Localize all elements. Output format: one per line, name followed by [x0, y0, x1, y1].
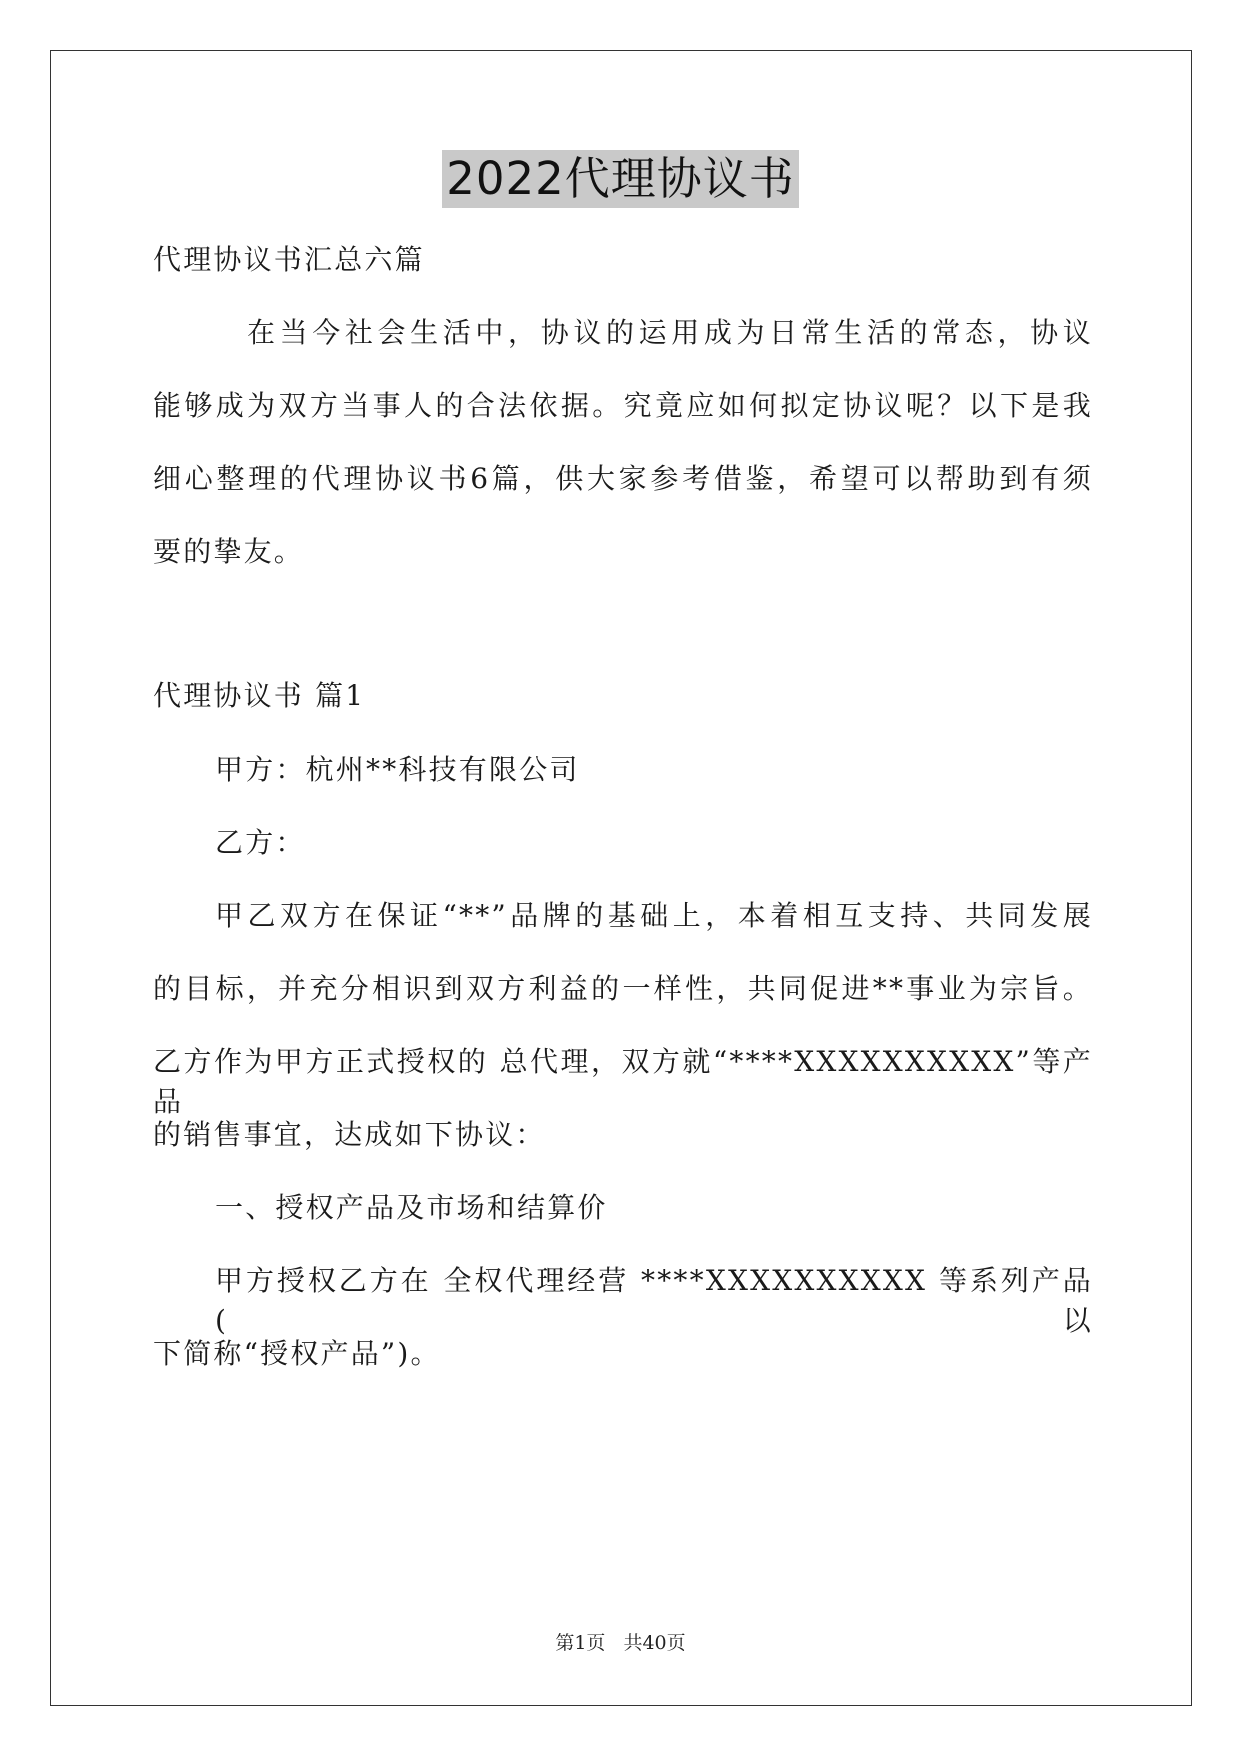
page-footer	[0, 1630, 1241, 1656]
clause-line-2: 下简称“授权产品”)。	[153, 1337, 441, 1370]
intro-line-2: 能够成为双方当事人的合法依据。究竟应如何拟定协议呢？以下是我	[153, 389, 1093, 422]
clause-line-1: 甲方授权乙方在 全权代理经营 ****XXXXXXXXXX 等系列产品(以	[215, 1264, 1093, 1337]
body-line-3: 乙方作为甲方正式授权的 总代理，双方就“****XXXXXXXXXX”等产品	[153, 1045, 1093, 1118]
document-title: 2022代理协议书	[442, 150, 799, 208]
document-subtitle: 代理协议书汇总六篇	[153, 243, 425, 276]
section-heading: 代理协议书 篇1	[153, 679, 366, 712]
intro-line-4: 要的挚友。	[153, 535, 305, 568]
clause-heading: 一、授权产品及市场和结算价	[215, 1191, 608, 1224]
body-line-2: 的目标，并充分相识到双方利益的一样性，共同促进**事业为宗旨。	[153, 972, 1093, 1005]
body-line-1: 甲乙双方在保证“**”品牌的基础上，本着相互支持、共同发展	[215, 899, 1093, 932]
title-container	[0, 150, 1241, 208]
page-number: 第1页	[555, 1632, 606, 1654]
party-b: 乙方：	[215, 826, 306, 859]
body-line-4: 的销售事宜，达成如下协议：	[153, 1118, 546, 1151]
page-border	[50, 50, 1192, 1706]
page-total: 共40页	[623, 1632, 686, 1654]
intro-line-3: 细心整理的代理协议书6篇，供大家参考借鉴，希望可以帮助到有须	[153, 462, 1093, 495]
intro-line-1: 在当今社会生活中，协议的运用成为日常生活的常态，协议	[247, 316, 1093, 349]
party-a: 甲方：杭州**科技有限公司	[215, 753, 580, 786]
